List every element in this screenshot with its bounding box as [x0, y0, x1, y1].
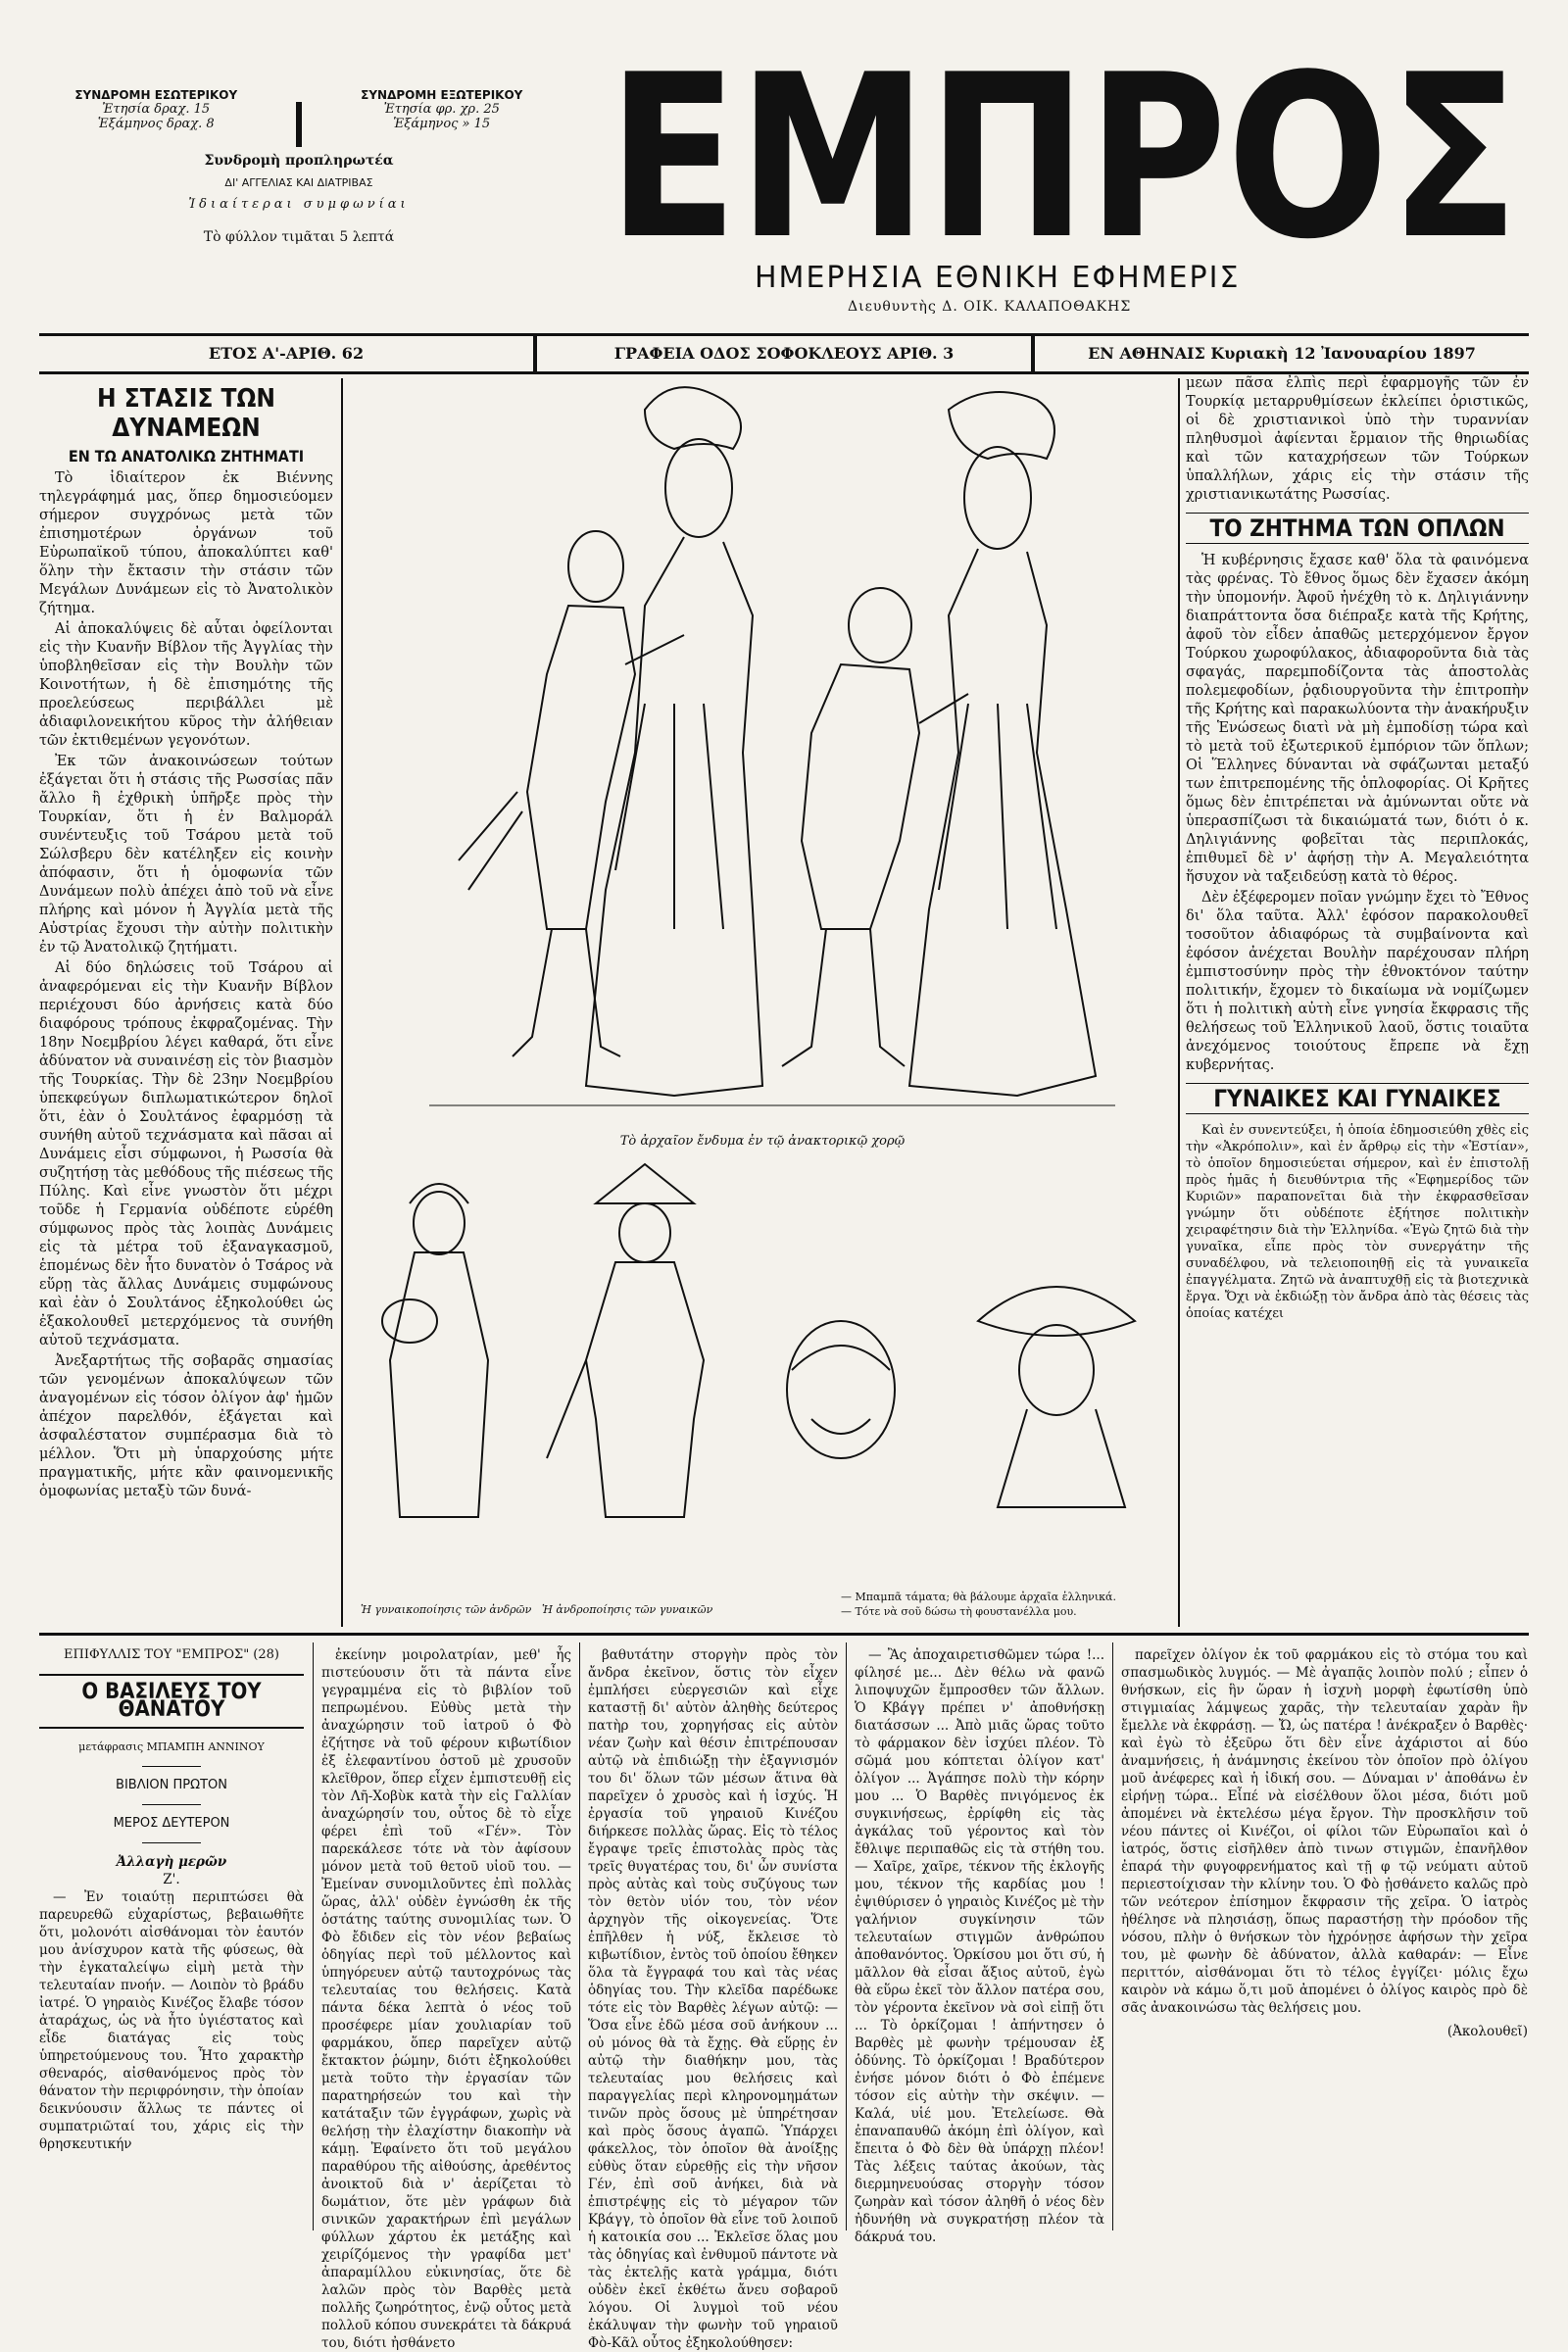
newspaper-page: [39, 27, 1529, 2351]
subheadline-stance: ΕΝ ΤΩ ΑΝΑΤΟΛΙΚΩ ΖΗΤΗΜΑΤΙ: [68, 447, 305, 466]
subscription-divider: [296, 102, 302, 147]
serial-title: Ο ΒΑΣΙΛΕΥΣ ΤΟΥ ΘΑΝΑΤΟΥ: [39, 1674, 304, 1729]
domestic-title: ΣΥΝΔΡΟΜΗ ΕΣΩΤΕΡΙΚΟΥ: [74, 88, 238, 102]
paragraph: Τὸ ἰδιαίτερον ἐκ Βιέννης τηλεγράφημά μας, ὅπερ δημοσιεύομεν σήμερον συγχρόνως μετὰ τῶν ἐπισημοτέρων ὀργάνων τοῦ Εὐρωπαϊκοῦ τύπου, ἀποκαλύπτει καθ' ὅλην τὴν ἔκτασιν τὴν στάσιν τῶν Μεγάλων Δυνάμεων εἰς τὸ Ἀνατολικὸν ζήτημα.: [39, 470, 333, 616]
feuilleton-col-2: [321, 1646, 571, 2351]
issue-date: ΕΝ ΑΘΗΝΑΙΣ Κυριακὴ 12 Ἰανουαρίου 1897: [1088, 344, 1476, 363]
column-rule: [1112, 1642, 1113, 2230]
bearded-man-head: [787, 1321, 895, 1458]
feuilleton-col-3: [588, 1646, 838, 2351]
domestic-subscription: [39, 88, 273, 147]
office-address: ΓΡΑΦΕΙΑ ΟΔΟΣ ΣΟΦΟΚΛΕΟΥΣ ΑΡΙΘ. 3: [537, 336, 1035, 371]
paragraph: Δὲν ἐξέφερομεν ποῖαν γνώμην ἔχει τὸ Ἔθνος δι' ὅλα ταῦτα. Ἀλλ' ἐφόσον παρακολουθεῖ τοσοῦτον ἀδιαφόρως τὰ συμβαίνοντα καὶ ἐφόσον ἀνέχεται Βουλὴν παρέχουσαν πλήρη ἐμπιστοσύνην πρὸς τὴν ἐθνοκτόνον ταύτην πολιτικήν, ἔχομεν τὸ δικαίωμα νὰ νομίζωμεν ὅτι ἡ πολιτικὴ αὐτὴ εἶνε γνησία ἔκφρασις τῆς θελήσεως τοῦ Ἑλληνικοῦ λαοῦ, ὅστις τοιαῦτα ἀνεχόμενος τοιούτους ἔπρεπε νὰ ἔχῃ κυβερνήτας.: [1186, 890, 1529, 1073]
chapter-number: Ζ'.: [163, 1872, 180, 1887]
part-label: ΜΕΡΟΣ ΔΕΥΤΕΡΟΝ: [113, 1816, 230, 1831]
headline-stance: Η ΣΤΑΣΙΣ ΤΩΝ ΔΥΝΑΜΕΩΝ: [97, 384, 275, 443]
paragraph: Καὶ ἐν συνεντεύξει, ἡ ὁποία ἐδημοσιεύθη χθὲς εἰς τὴν «Ἀκρόπολιν», καὶ ἐν ἄρθρῳ εἰς τὴν «Ἑστίαν», τὸ ὁποῖον δημοσιεύεται σήμερον, καὶ ἐν ἐπιστολῇ πρὸς ἡμᾶς ἡ διευθύντρια τῆς «Ἐφημερίδος τῶν Κυριῶν» παραπονεῖται διὰ τὴν ἐκφρασθεῖσαν γνώμην ὅτι οὐδέποτε ἐξήτησε πολιτικὴν χειραφέτησιν διὰ τὴν Ἑλληνίδα. «Ἐγὼ ζητῶ διὰ τὴν γυναῖκα, εἶπε πρὸς τὸν συνεργάτην τῆς συναδέλφου, νὰ τελειοποιηθῇ εἰς τὰ γυναικεῖα ἐπαγγέλματα. Ζητῶ νὰ ἀναπτυχθῇ εἰς τὰ βιοτεχνικὰ ἔργα. Ὄχι νὰ ἐκδιώξῃ τὸν ἄνδρα ἀπὸ τὰς θέσεις τὰς ὁποίας κατέχει: [1186, 1123, 1529, 1321]
column-rule: [579, 1642, 580, 2230]
paragraph: Ἐκ τῶν ἀνακοινώσεων τούτων ἐξάγεται ὅτι ἡ στάσις τῆς Ρωσσίας πᾶν ἄλλο ἢ ἐχθρικὴ ὑπῆρξε πρὸς τὴν Τουρκίαν, ὅτι ἡ ἐν Βαλμοράλ συνέντευξις τοῦ Τσάρου μετὰ τοῦ Σώλσβερυ δὲν κατέληξεν εἰς κοινὴν ἀπόφασιν, ὅτι ἡ ὁμοφωνία τῶν Δυνάμεων πολὺ ἀπέχει ἀπὸ τοῦ νὰ εἶνε πλήρης καὶ μόνον ἡ Ἀγγλία μετὰ τῆς Αὐστρίας ἔχουσι τὴν αὐτὴν πολιτικὴν ἐν τῷ Ἀνατολικῷ ζητήματι.: [39, 754, 333, 956]
feuilleton-col-1: [39, 1646, 304, 2234]
woman-in-uniform: [547, 1164, 704, 1517]
caption-dance: Τὸ ἀρχαῖον ἔνδυμα ἐν τῷ ἀνακτορικῷ χορῷ: [619, 1134, 906, 1149]
serial-text: βαθυτάτην στοργὴν πρὸς τὸν ἄνδρα ἐκεῖνον, ὅστις τὸν εἶχεν ἐμπλήσει εὐεργεσιῶν καὶ εἶχε καταστῇ δι' αὐτὸν ἀληθὴς δεύτερος πατὴρ του, χορηγήσας εἰς αὐτὸν νέαν ζωὴν καὶ θέσιν ἐπιτρέπουσαν αὐτῷ νὰ ἐπιδιώξῃ τὴν ἐξαγνισμόν του δι' ὅλων τῶν μέσων ἅτινα θὰ παρεῖχεν ὁ χρυσὸς καὶ ἡ ἰσχύς. Ἡ ἐργασία τοῦ γηραιοῦ Κινέζου διήρκεσε πολλὰς ὥρας. Εἰς τὸ τέλος ἔγραψε τρεῖς ἐπιστολὰς πρὸς τὰς τρεῖς θυγατέρας του, δι' ὧν συνίστα πρὸς αὐτὰς καὶ τοὺς συζύγους των τὸν θετὸν υἱόν του, τὸν νέον ἀρχηγὸν τῆς οἰκογενείας. Ὅτε ἐπῆλθεν ἡ νύξ, ἔκλεισε τὸ κιβωτίδιον, ἐντὸς τοῦ ὁποίου ἔθηκεν ὅλα τὰ ἔγγραφά του καὶ τὰς νέας ὁδηγίας του. Τὴν κλεῖδα παρέδωκε τότε εἰς τὸν Βαρθὲς λέγων αὐτῷ: — Ὅσα εἶνε ἐδῶ μέσα σοῦ ἀνήκουν ... οὐ μόνος θὰ τὰ ἔχῃς. Θὰ εὕρῃς ἐν αὐτῷ τὴν διαθήκην μου, τὰς τελευταίας μου θελήσεις καὶ παραγγελίας περὶ κληρονομημάτων τινῶν πρὸς ὅσους μὲ ὑπηρέτησαν καὶ πρὸς ὅσους ἀγαπῶ. Ὑπάρχει φάκελλος, τὸν ὁποῖον θὰ ἀνοίξῃς εὐθὺς ὅταν εὑρεθῇς εἰς τὴν νῆσον Γέν, ἐπὶ σοῦ ἀνήκει, διὰ νὰ ἐπιστρέψῃς εἰς τὸ μέγαρον τῶν Κβάγγ, τὸ ὁποῖον θὰ εἶνε τοῦ λοιποῦ ἡ κατοικία σου ... Ἐκλεῖσε ὅλας μου τὰς ὁδηγίας καὶ ἐνθυμοῦ πάντοτε νὰ τὰς ἐκτελῇς κατὰ γράμμα, διότι οὐδὲν ἐκεῖ ἐκθέτω ἄνευ σοβαροῦ λόγου. Οἱ λυγμοὶ τοῦ νέου ἐκάλυψαν τὴν φωνὴν τοῦ γηραιοῦ Φὸ-Κᾶλ οὗτος ἐξηκολούθησεν:: [588, 1647, 838, 2351]
paragraph: μεων πᾶσα ἐλπὶς περὶ ἐφαρμογῆς τῶν ἐν Τουρκίᾳ μεταρρυθμίσεων ἐκλείπει ὁριστικῶς, οἱ δὲ χριστιανικοὶ ὑπὸ τὴν τυραννίαν πληθυσμοὶ ἀφίενται ἔρμαιον τῆς θηριωδίας καὶ τῶν καταχρήσεων τῶν Τούρκων ὑπαλλήλων, χάρις εἰς τὴν στάσιν τῆς χριστιανικωτάτης Ρωσσίας.: [1186, 375, 1529, 503]
ads-notice: ΔΙ' ΑΓΓΕΛΙΑΣ ΚΑΙ ΔΙΑΤΡΙΒΑΣ: [224, 176, 373, 189]
dateline-bar: [39, 333, 1529, 374]
foreign-year: Ἐτησία φρ. χρ. 25: [383, 102, 500, 117]
foreign-title: ΣΥΝΔΡΟΜΗ ΕΞΩΤΕΡΙΚΟΥ: [361, 88, 523, 102]
logo-text: ΕΜΠΡΟΣ: [608, 27, 1519, 289]
divider: [142, 1842, 201, 1843]
dancing-man-left: [459, 531, 684, 1056]
article-left: [39, 380, 333, 1625]
director: Διευθυντὴς Δ. ΟΙΚ. ΚΑΛΑΠΟΘΑΚΗΣ: [848, 299, 1132, 315]
price-notice: Τὸ φύλλον τιμᾶται 5 λεπτά: [203, 229, 395, 245]
feuilleton-col-5: [1121, 1646, 1528, 2234]
caption-women-masculinized: Ἡ ἀνδροποίησις τῶν γυναικῶν: [542, 1603, 713, 1616]
subscription-block: [39, 88, 559, 245]
issue-number: ΕΤΟΣ Α'-ΑΡΙΘ. 62: [39, 336, 537, 371]
article-right: [1186, 374, 1529, 1625]
book-label: ΒΙΒΛΙΟΝ ΠΡΩΤΟΝ: [116, 1778, 227, 1792]
headline-weapons: ΤΟ ΖΗΤΗΜΑ ΤΩΝ ΟΠΛΩΝ: [1186, 513, 1529, 544]
headline-women: ΓΥΝΑΙΚΕΣ ΚΑΙ ΓΥΝΑΙΚΕΣ: [1186, 1083, 1529, 1114]
foreign-half: Ἑξάμηνος » 15: [393, 117, 491, 131]
serial-text: ἐκείνην μοιρολατρίαν, μεθ' ἧς πιστεύουσιν ὅτι τὰ πάντα εἶνε γεγραμμένα εἰς τὸ βιβλίον τοῦ πεπρωμένου. Εὐθὺς μετὰ τὴν ἀναχώρησιν τοῦ ἰατροῦ ὁ Φὸ ἐζήτησε νὰ τοῦ φέρουν κιβωτίδιον ἐξ ἐλεφαντίνου ὀστοῦ μὲ χρυσοῦν κλεῖθρον, ὅπερ εἶχεν ἐμπιστευθῇ εἰς τὸν Λῆ-Χοβὺκ κατὰ τὴν εἰς Γαλλίαν ἀναχώρησίν του, οὗτος δὲ τὸ εἶχε φέρει ἐπὶ τοῦ «Γέν». Τὸν παρεκάλεσε τότε νὰ τὸν ἀφίσουν μόνον μετὰ τοῦ θετοῦ υἱοῦ του. — Ἐμείναν συνομιλοῦντες ἐπὶ πολλὰς ὥρας, ἀλλ' οὐδὲν ἐγνώσθη ἐκ τῆς ὁστάτης ταύτης συνομιλίας των. Ὁ Φὸ ἔδιδεν εἰς τὸν νέον βεβαίως ὁδηγίας περὶ τοῦ μέλλοντος καὶ ὑπηγόρευεν αὐτῷ ταυτοχρόνως τὰς τελευταίας του θελήσεις. Κατὰ πάντα δέκα λεπτὰ ὁ νέος τοῦ προσέφερε μίαν χουλιαρίαν τοῦ φαρμάκου, ὅπερ παρεῖχεν αὐτῷ ἔκτακτον ῥώμην, διότι ἐξηκολούθει μετὰ τοῦτο τὴν ἐργασίαν τῶν παρατηρήσεών του καὶ τὴν κατάταξιν τῶν ἐγγράφων, χωρὶς νὰ θελήσῃ τὴν ἐλαχίστην διακοπὴν νὰ κάμῃ. Ἐφαίνετο ὅτι τοῦ μεγάλου παραθύρου τῆς αἰθούσης, ἀρεθέντος ἀνοικτοῦ διὰ ν' ἀερίζεται τὸ δωμάτιον, ὅτε μὲν γράφων διὰ σινικῶν χαρακτήρων ἐπὶ μεγάλων φύλλων χάρτου ἐκ μετάξης καὶ χειρίζόμενος τὴν γραφίδα μετ' ἀπαραμίλλου εὐκινησίας, ὅτε δὲ λαλῶν πρὸς τὸν Βαρθὲς μετὰ πολλῆς ζωηρότητος, ἐνῷ οὗτος μετὰ πολλοῦ κόπου συνεκράτει τὰ δάκρυά του, διότι ἠσθάνετο: [321, 1647, 571, 2351]
paragraph: Αἱ ἀποκαλύψεις δὲ αὗται ὀφείλονται εἰς τὴν Κυανῆν Βίβλον τῆς Ἀγγλίας τὴν ὑποβληθεῖσαν εἰς τὴν Βουλὴν τῶν Κοινοτήτων, ἡ δὲ ἐπισημότης τῆς προελεύσεως περιβάλλει μὲ ἀδιαφιλονεικήτου κῦρος τὴν ἀλήθειαν τῶν ἐκτιθεμένων γεγονότων.: [39, 621, 333, 749]
paragraph: Ἡ κυβέρνησις ἔχασε καθ' ὅλα τὰ φαινόμενα τὰς φρένας. Τὸ ἔθνος ὅμως δὲν ἔχασεν ἀκόμη τὴν ὑπομονήν. Ἀφοῦ ἠνέχθη τὸ κ. Δηλιγιάννην διαπράττοντα ὅσα διέπραξε κατὰ τῆς Κρήτης, ἀφοῦ τὸν εἶδεν ἀπαθῶς μετερχόμενον ἔργον Τούρκου χωροφύλακος, ἀδιαφοροῦντα διὰ τὰς σφαγάς, παρεμποδίζοντα τὰς ἀποστολὰς πολεμεφοδίων, ῥᾳδιουργοῦντα τὴν ἐπιτροπὴν τῆς Κρήτης καὶ παρακωλύοντα τὴν ἀνακήρυξιν τῆς Ἑνώσεως διατὶ νὰ μὴ ἐμποδίσῃ τώρα καὶ τὸ μετὰ τοῦ ἐξωτερικοῦ ἐμπόριον τῶν ὅπλων; Οἱ Ἕλληνες δύνανται νὰ σφάζωνται μεταξύ των ἐπιτρεπομένης τῆς ὁπλοφορίας. Οἱ Κρῆτες ὅμως δὲν ἐπιτρέπεται νὰ ἀμύνωνται οὔτε νὰ ὑπερασπίζωσι τὰ δικαιώματά των, διότι ὁ κ. Δηλιγιάννης φοβεῖται τὰς περιπλοκάς, ἐπιθυμεῖ δὲ ν' ἀφήσῃ τὴν Α. Μεγαλειότητα ἥσυχον νὰ ταξειδεύσῃ κατὰ τὸ θέρος.: [1186, 553, 1529, 885]
continued-note: (Ἀκολουθεῖ): [1446, 2024, 1528, 2039]
divider: [142, 1804, 201, 1805]
caption-men-feminized: Ἡ γυναικοποίησις τῶν ἀνδρῶν: [361, 1603, 532, 1616]
dancing-woman-left: [586, 387, 762, 1096]
translator: μετάφρασις ΜΠΑΜΠΗ ΑΝΝΙΝΟΥ: [78, 1740, 265, 1753]
prepaid-notice: Συνδρομὴ προπληρωτέα: [204, 153, 394, 169]
divider: [142, 1766, 201, 1767]
feuilleton-col-4: [855, 1646, 1104, 2245]
paragraph: Ἀνεξαρτήτως τῆς σοβαρᾶς σημασίας τῶν γενομένων ἀποκαλύψεων τῶν ἀναγομένων εἰς τόσον ὀλίγον ἀφ' ἡμῶν ἀπέχον παρελθόν, ἐξάγεται καὶ ἀσφαλέστατον συμπέρασμα διὰ τὸ μέλλον. Ὅτι μὴ ὑπαρχούσης μήτε πραγματικῆς, μήτε κἂν φαινομενικῆς ὁμοφωνίας μεταξὺ τῶν δυνά-: [39, 1353, 333, 1499]
domestic-year: Ἐτησία δραχ. 15: [102, 102, 211, 117]
caption-dialogue-2: — Τότε νὰ σοῦ δώσω τὴ φουστανέλλα μου.: [841, 1605, 1077, 1618]
feuilleton-header: ΕΠΙΦΥΛΛΙΣ ΤΟΥ "ΕΜΠΡΟΣ" (28): [64, 1647, 279, 1662]
agreements-notice: Ἰδιαίτεραι συμφωνίαι: [188, 197, 410, 212]
woman-with-hat: [978, 1287, 1135, 1507]
chapter-title: Ἀλλαγὴ μερῶν: [116, 1854, 227, 1870]
dancing-woman-right: [909, 392, 1096, 1096]
serial-text: παρεῖχεν ὀλίγον ἐκ τοῦ φαρμάκου εἰς τὸ στόμα του καὶ σπασμωδικὸς λυγμός. — Μὲ ἀγαπᾷς λοιπὸν πολύ ; εἶπεν ὁ θνήσκων, εἰς ἣν ὥραν ἡ ἰσχνὴ μορφὴ ἐφωτίσθη ὑπὸ στιγμιαίας λάμψεως χαρᾶς, τὴν τελευταίαν χαρὰν ἣν ἔμελλε νὰ ἐκφράσῃ. — Ὤ, ὡς πατέρα ! ἀνέκραξεν ὁ Βαρθὲς· καὶ ἐγὼ τὸ ἐξεῦρω ὅτι δὲν εἶνε ἀχάριστοι αἱ δύο ἀναμνήσεις, ἡ ἀνάμνησις ἐκείνου τὸν ὁποῖον πρὸ ὀλίγου μοῦ ἀνέφερες καὶ ἡ ἰδική σου. — Δύναμαι ν' ἀποθάνω ἐν εἰρήνῃ τώρα.. Εἶπέ νὰ εἰσέλθουν ὅλοι μέσα, διότι μοῦ ἀπομένει νὰ ἐκτελέσω μέγα ἔργον. Τὴν προσκλῆσιν τοῦ νέου πάντες οἱ Κινέζοι, οἱ φίλοι τῶν Εὐρωπαῖοι καὶ ὁ ἰατρός, ὅστις εἰσῆλθεν ἀπὸ τινων στιγμῶν, ἐπανῆλθον ἐπαρά τὴν φυγοφρενήματος καὶ τῇ φ τῷ νεύματι αὐτοῦ περιεστοίχισαν τὴν κλίνην του. Ὁ Φὸ ᾐσθάνετο καλῶς πρὸ τῶν νεότερον ἐπίσημον ἔκφρασιν τῆς χεῖρα. Ὁ ἰατρὸς ἠθέλησε νὰ πλησιάσῃ, ὅπως παραστήσῃ τὴν πρόοδον τῆς νόσου, πλὴν ὁ θνήσκων τὸν ἠχρόνῃσε ἀφήσων τὴν χεῖρα του, μὲ φωνὴν δὲ ἀδύνατον, ἀλλὰ καθαράν: — Εἶνε περιττόν, αἰσθάνομαι ὅτι τὸ τέλος ἐγγίζει· μόλις ἔχω καιρὸν νὰ κάμω ὅ,τι μοῦ ἀπομένει ὁ ὀλίγος καιρὸς πρὸ δὲ σᾶς ἀνακοινώσω τὰς θελήσεις μου.: [1121, 1647, 1528, 2016]
column-rule: [341, 378, 343, 1627]
feuilleton-rule: [39, 1633, 1529, 1636]
column-rule: [1178, 378, 1180, 1627]
woman-with-baby: [382, 1184, 488, 1517]
serial-text: — Ἐν τοιαύτῃ περιπτώσει θὰ παρευρεθῶ εὐχαρίστως, βεβαιωθῆτε ὅτι, μολονότι αἰσθάνομαι τὸν ἑαυτόν μου ἀνίσχυρον κατὰ τῆς φύσεως, θὰ τὴν ἐγκαταλείψω εἰμὴ μετὰ τὴν τελευταίαν πνοήν. — Λοιπὸν τὸ βράδυ ἰατρέ. Ὁ γηραιὸς Κινέζος ἔλαβε τόσον ἀταράχως, ὡς νὰ ἦτο ὑγιέστατος καὶ εἶδε διατάγας εἰς τοὺς ὑπηρετούμενους του. Ἦτο χαρακτὴρ σθεναρός, αἰσθανόμενος πρὸς τὸν θάνατον τὴν περιφρόνησιν, τὴν ὁποίαν δεικνύουσιν ἅλλως τε πάντες οἱ συμπατριῶταί του, χάρις εἰς τὴν θρησκευτικήν: [39, 1889, 304, 2152]
dancing-man-right: [782, 588, 968, 1066]
domestic-half: Ἑξάμηνος δραχ. 8: [97, 117, 215, 131]
foreign-subscription: [325, 88, 560, 147]
serial-text: — Ἂς ἀποχαιρετισθῶμεν τώρα !... φίλησέ με... Δὲν θέλω νὰ φανῶ λιποψυχῶν ἔμπροσθεν τῶν ἄλλων. Ὁ Κβάγγ πρέπει ν' ἀποθνήσκῃ διατάσσων ... Ἀπὸ μιᾶς ὥρας τοῦτο τὸ φάρμακον δὲν ἰσχύει πλέον. Τὸ σῶμά μου κόπτεται ὀλίγον κατ' ὀλίγον ... Ἀγάπησε πολὺ τὴν κόρην μου ... Ὁ Βαρθὲς πνιγόμενος ἐκ συγκινήσεως, ἐρρίφθη εἰς τὰς ἀγκάλας τοῦ γέροντος καὶ τὸν ἔθλιψε περιπαθῶς εἰς τὰ στήθη του. — Χαῖρε, χαῖρε, τέκνον τῆς ἐκλογῆς μου, τέκνον τῆς καρδίας μου ! ἐψιθύρισεν ὁ γηραιὸς Κινέζος μὲ τὴν γαλήνιον συγκίνησιν τῶν τελευταίων στιγμῶν ἀνθρώπου ἀποθανόντος. Ὁρκίσου μοι ὅτι σύ, ἡ μᾶλλον θὰ εἶσαι ἄξιος αὐτοῦ, ἐγὼ θὰ εὕρω ἐκεῖ τὸν ἄλλον πατέρα σου, τὸν γέροντα ἐκεῖνον νὰ σοὶ εἰπῇ ὅτι ... Τὸ ὁρκίζομαι ! ἀπήντησεν ὁ Βαρθὲς μὲ φωνὴν τρέμουσαν ἐξ ὁδύνης. Τὸ ὁρκίζομαι ! Βραδύτερον ἐνήσε μόνον διότι ὁ Φὸ ἐπέμενε τόσον εἰς αὐτὴν τὴν σκέψιν. — Καλά, υἱέ μου. Ἐτελείωσε. Θὰ ἐπαναπαυθῶ ἀκόμη ἐπὶ ὀλίγον, καὶ ἔπειτα ὁ Φὸ δὲν θὰ ὑπάρχῃ πλέον! Τὰς λέξεις ταύτας ἀκούων, τὰς διερμηνευούσας στοργὴν τόσον ζωηρὰν καὶ τόσον ἀληθῆ ὁ νέος δὲν ἠδυνήθη νὰ συγκρατήσῃ πλέον τὰ δάκρυά του.: [855, 1647, 1104, 2245]
caricature-drawing: [351, 380, 1174, 1625]
illustration-panel: [351, 380, 1174, 1625]
column-rule: [846, 1642, 847, 2230]
tagline: ΗΜΕΡΗΣΙΑ ΕΘΝΙΚΗ ΕΦΗΜΕΡΙΣ: [755, 261, 1241, 295]
column-rule: [313, 1642, 314, 2230]
caption-dialogue-1: — Μπαμπᾶ τάματα; θὰ βάλουμε ἀρχαῖα ἑλληνικά.: [841, 1591, 1116, 1603]
paragraph: Αἱ δύο δηλώσεις τοῦ Τσάρου αἱ ἀναφερόμεναι εἰς τὴν Κυανῆν Βίβλον περιέχουσι δύο ἀρνήσεις κατὰ δύο διαφόρους τρόπους ἐκφραζομένας. Τὴν 18ην Νοεμβρίου λέγει καθαρά, ὅτι εἶνε ἀδύνατον νὰ συναινέσῃ εἰς τὸν βιασμὸν τῆς Τουρκίας. Τὴν δὲ 23ην Νοεμβρίου ὑπεκφεύγων διπλωματικώτερον δηλοῖ ὅτι, ἐὰν ὁ Σουλτάνος ἐφαρμόσῃ τὰ συνήθη αὐτοῦ τεχνάσματα καὶ πᾶσαι αἱ Δυνάμεις εἶσι σύμφωνοι, ἡ Ρωσσία θὰ συζητήσῃ τὰς μεθόδους τῆς πιέσεως τῆς Πύλης. Καὶ εἶνε γνωστὸν ὅτι μέχρι τοῦδε ἡ Γερμανία οὐδέποτε εὑρέθη σύμφωνος πρὸς τὰς λοιπὰς Δυνάμεις εἰς τὰ μέτρα τοῦ ἐξαναγκασμοῦ, ἑπομένως δὲν ἦτο δυνατὸν ὁ Τσάρος νὰ εὕρῃ τὰς ἄλλας Δυνάμεις συμφώνους καὶ ἐὰν ὁ Σουλτάνος ἐξηκολούθει ὡς ἐξακολουθεῖ μετερχόμενος τὰ συνήθη αὐτοῦ τεχνάσματα.: [39, 960, 333, 1348]
